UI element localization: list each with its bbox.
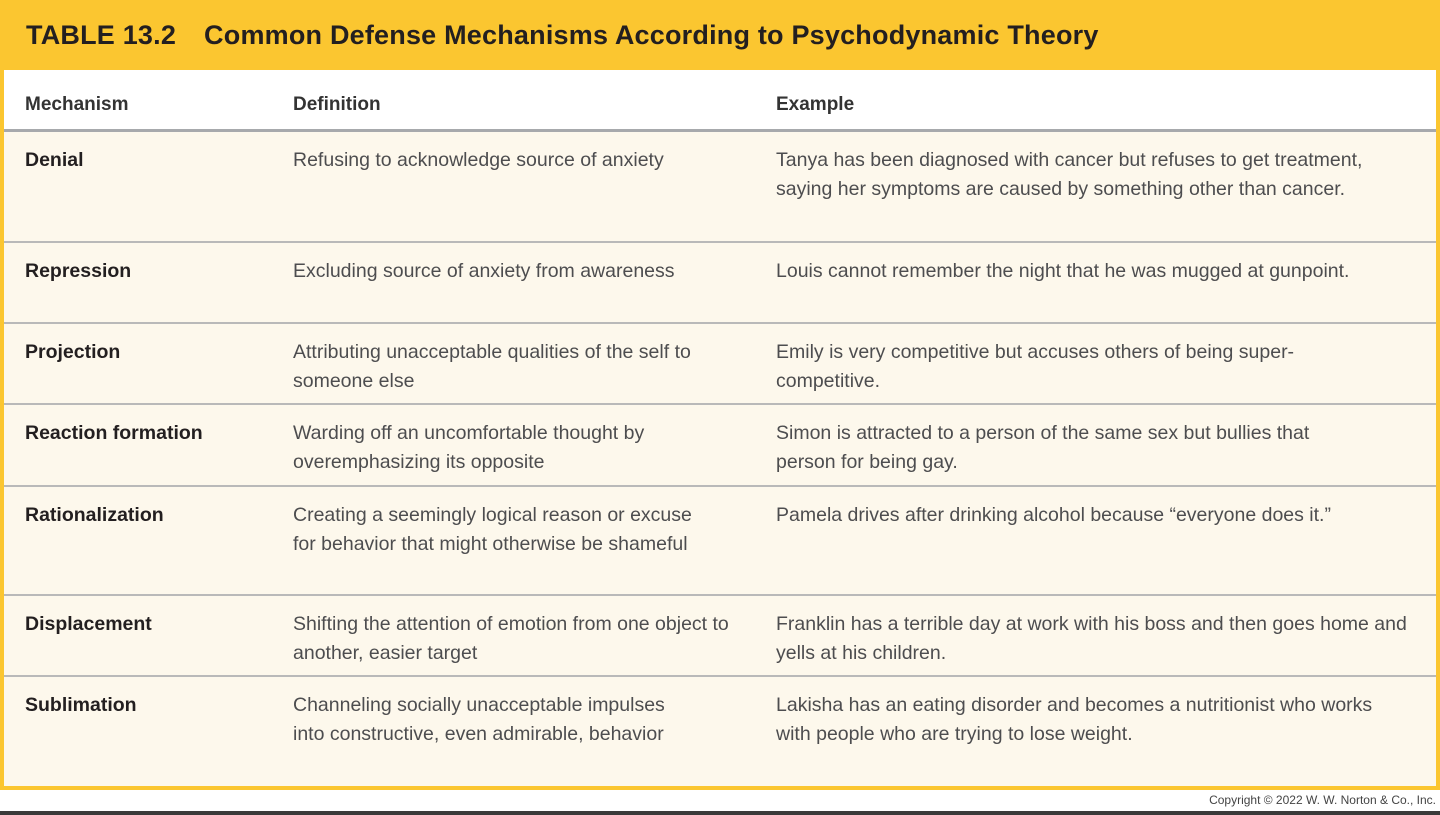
example-cell: Tanya has been diagnosed with cancer but refuses to get treatment, saying her symptoms are caused by something other than cancer. xyxy=(776,149,1363,200)
example-cell: Louis cannot remember the night that he was mugged at gunpoint. xyxy=(776,260,1350,282)
column-header-mechanism: Mechanism xyxy=(25,94,129,115)
definition-cell: Excluding source of anxiety from awareness xyxy=(293,260,675,282)
table-row xyxy=(4,243,1436,324)
table-title-text: Common Defense Mechanisms According to Psychodynamic Theory xyxy=(204,20,1099,50)
table-row xyxy=(4,132,1436,243)
definition-cell: Refusing to acknowledge source of anxiety xyxy=(293,149,664,171)
table-number: TABLE 13.2 xyxy=(26,20,177,50)
definition-cell: Shifting the attention of emotion from one object to another, easier target xyxy=(293,613,729,664)
definition-cell: Creating a seemingly logical reason or excuse for behavior that might otherwise be shameful xyxy=(293,504,692,555)
copyright-notice: Copyright © 2022 W. W. Norton & Co., Inc. xyxy=(1209,793,1436,807)
definition-cell: Channeling socially unacceptable impulses into constructive, even admirable, behavior xyxy=(293,694,665,745)
example-cell: Emily is very competitive but accuses others of being super-competitive. xyxy=(776,341,1295,392)
example-cell: Pamela drives after drinking alcohol because “everyone does it.” xyxy=(776,504,1331,526)
title-bar xyxy=(0,0,1440,70)
table-header xyxy=(4,70,1436,132)
column-header-example: Example xyxy=(776,94,855,115)
mechanism-cell: Reaction formation xyxy=(25,422,203,444)
mechanism-cell: Projection xyxy=(25,341,121,363)
mechanism-cell: Denial xyxy=(25,149,84,171)
mechanism-cell: Repression xyxy=(25,260,132,282)
table-row xyxy=(4,596,1436,677)
table-title xyxy=(26,20,1099,51)
column-header-definition: Definition xyxy=(293,94,381,115)
definition-cell: Attributing unacceptable qualities of the self to someone else xyxy=(293,341,691,392)
mechanism-cell: Rationalization xyxy=(25,504,164,526)
table-row xyxy=(4,405,1436,487)
table-row xyxy=(4,487,1436,596)
example-cell: Lakisha has an eating disorder and becomes a nutritionist who works with people who are trying to lose weight. xyxy=(776,694,1373,745)
table-row xyxy=(4,677,1436,786)
example-cell: Franklin has a terrible day at work with his boss and then goes home and yells at his children. xyxy=(776,613,1407,664)
table-row xyxy=(4,324,1436,405)
defense-mechanisms-table xyxy=(4,70,1436,786)
mechanism-cell: Displacement xyxy=(25,613,152,635)
example-cell: Simon is attracted to a person of the same sex but bullies that person for being gay. xyxy=(776,422,1310,473)
mechanism-cell: Sublimation xyxy=(25,694,137,716)
bottom-edge xyxy=(0,811,1440,815)
definition-cell: Warding off an uncomfortable thought by overemphasizing its opposite xyxy=(293,422,645,473)
